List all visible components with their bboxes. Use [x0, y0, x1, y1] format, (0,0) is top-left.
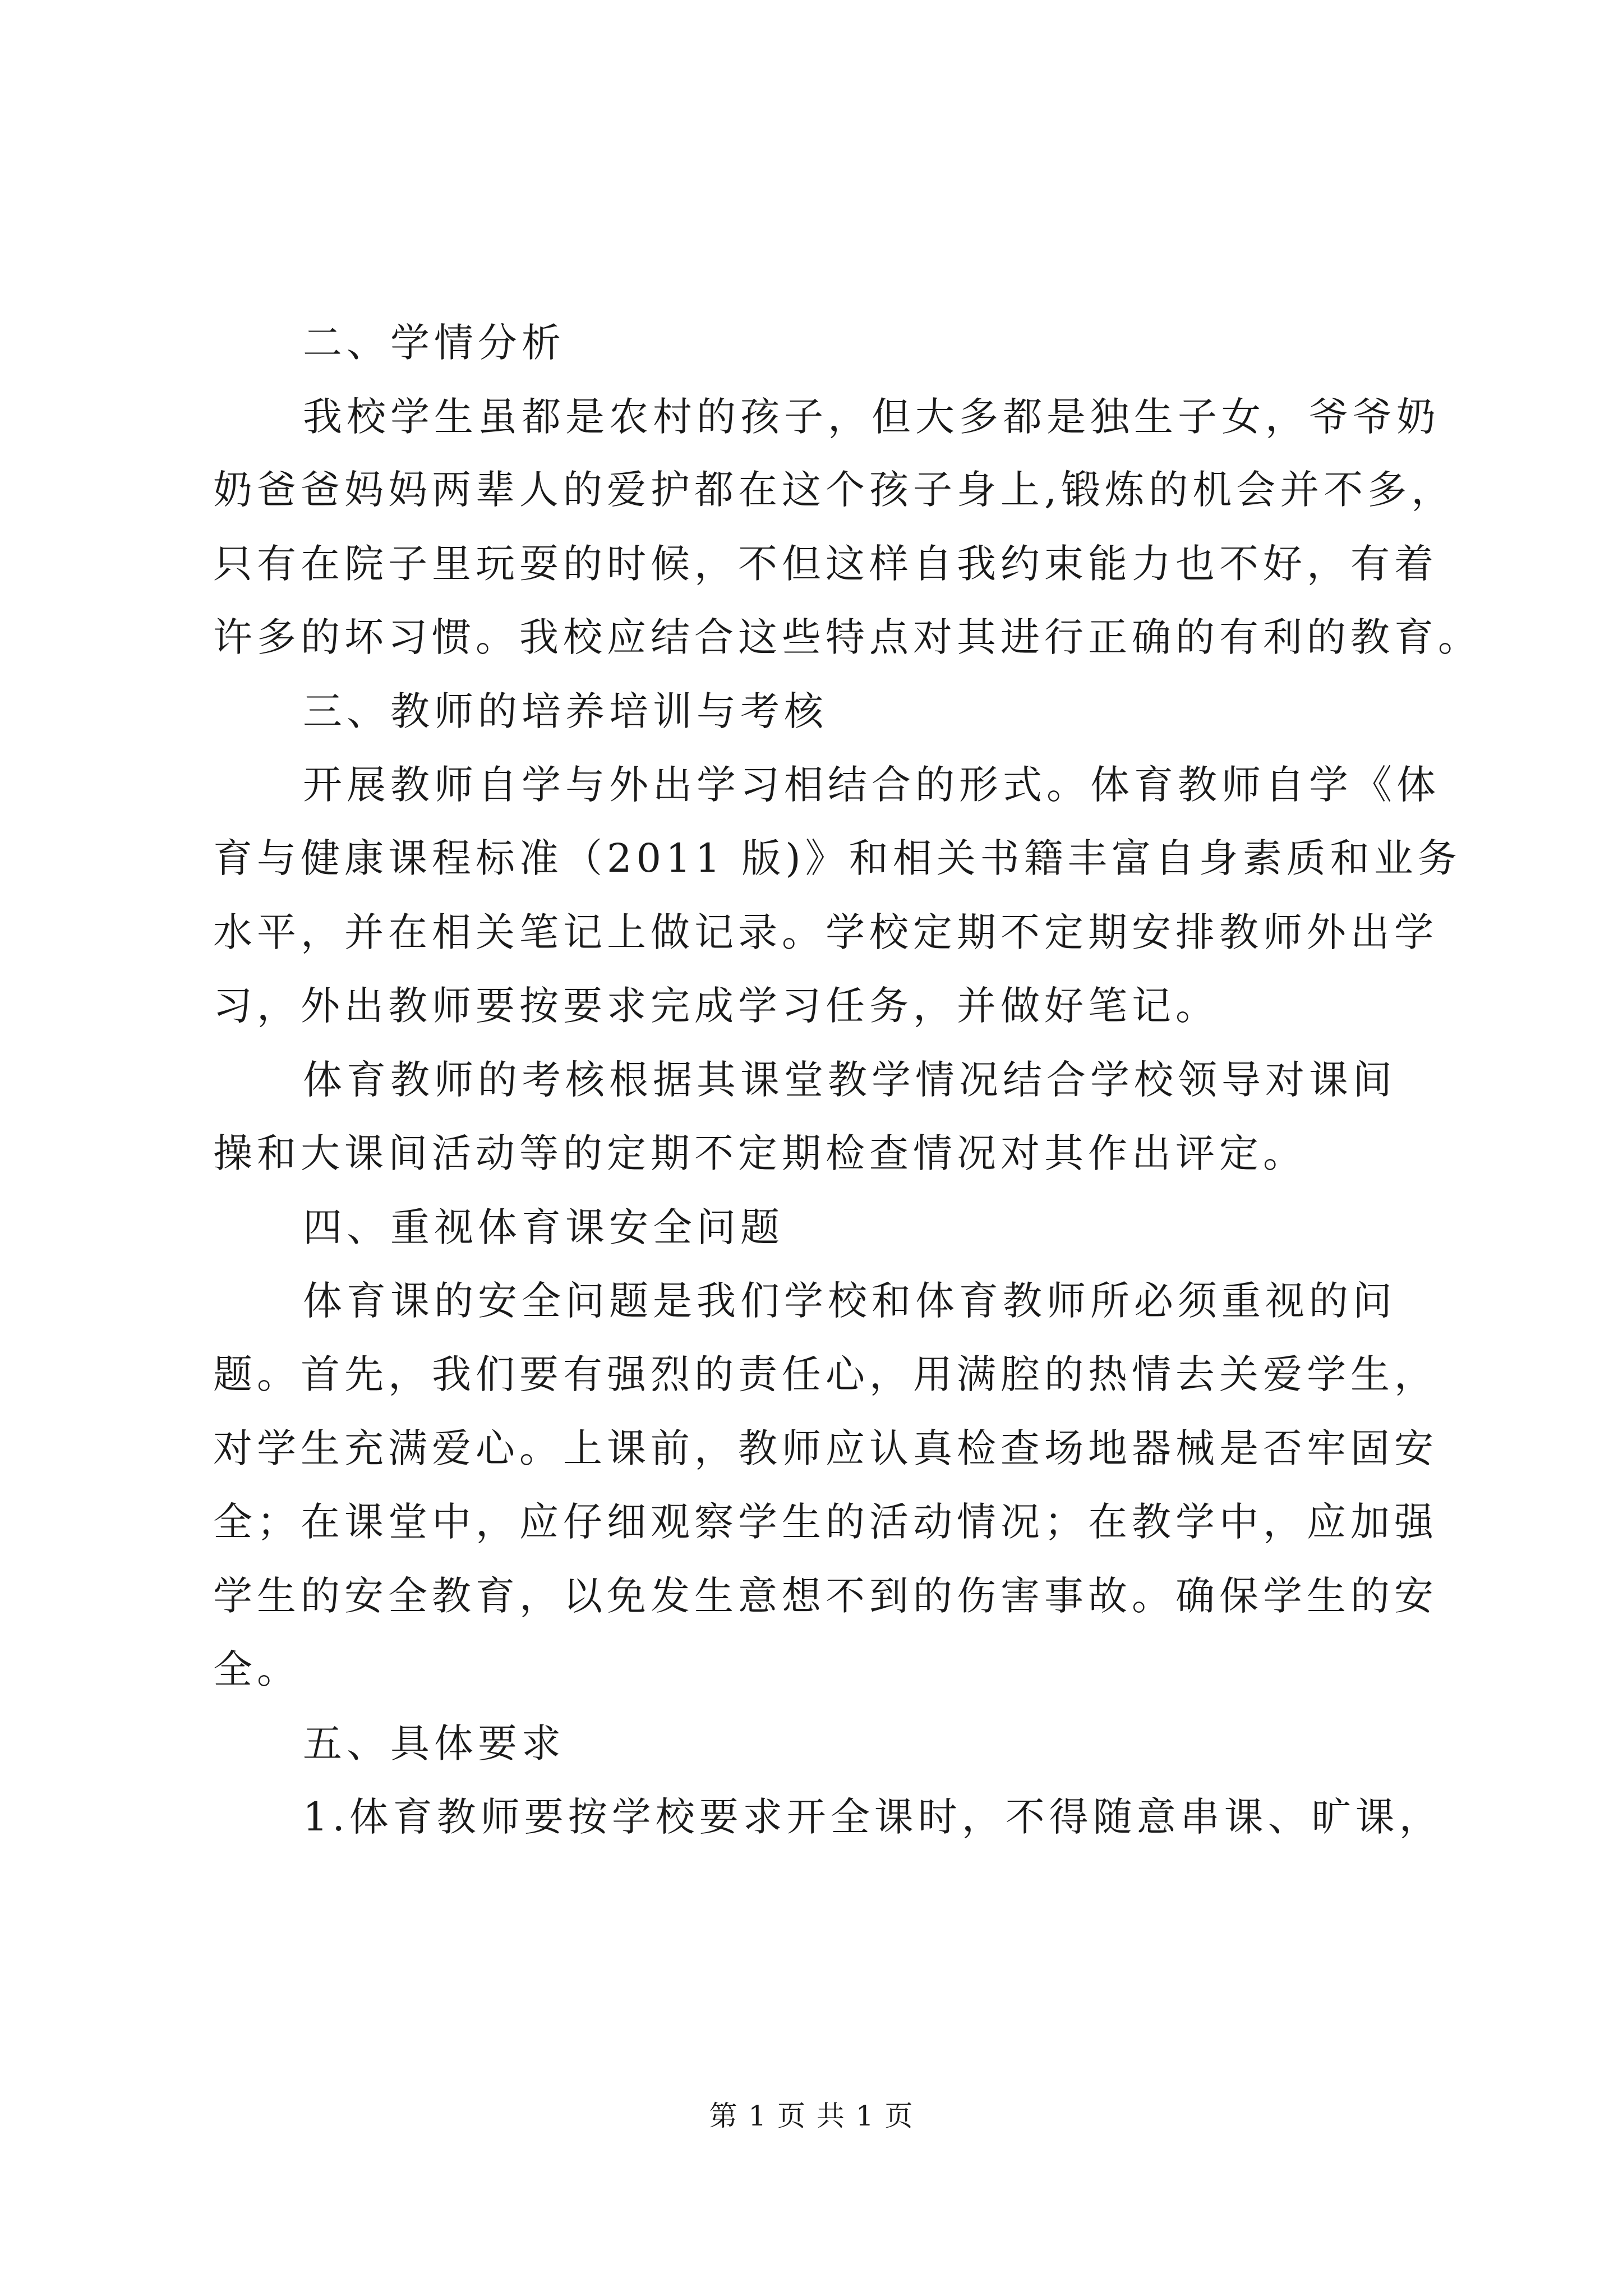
section-heading-4: 四、重视体育课安全问题 [303, 1204, 784, 1250]
paragraph-line: 1.体育教师要按学校要求开全课时，不得随意串课、旷课， [303, 1794, 1443, 1840]
section-heading-3: 三、教师的培养培训与考核 [303, 688, 828, 734]
paragraph-line: 奶爸爸妈妈两辈人的爱护都在这个孩子身上,锻炼的机会并不多， [213, 467, 1455, 513]
section-heading-5: 五、具体要求 [303, 1720, 565, 1766]
paragraph-line: 题。首先，我们要有强烈的责任心，用满腔的热情去关爱学生， [213, 1351, 1438, 1397]
paragraph-line: 体育教师的考核根据其课堂教学情况结合学校领导对课间 [303, 1057, 1396, 1103]
paragraph-line: 对学生充满爱心。上课前，教师应认真检查场地器械是否牢固安 [213, 1425, 1438, 1471]
paragraph-line: 体育课的安全问题是我们学校和体育教师所必须重视的问 [303, 1278, 1396, 1324]
paragraph-line: 全。 [213, 1646, 301, 1692]
paragraph-line: 操和大课间活动等的定期不定期检查情况对其作出评定。 [213, 1130, 1307, 1176]
paragraph-line: 开展教师自学与外出学习相结合的形式。体育教师自学《体 [303, 762, 1440, 808]
paragraph-line: 学生的安全教育，以免发生意想不到的伤害事故。确保学生的安 [213, 1573, 1438, 1619]
paragraph-line: 水平，并在相关笔记上做记录。学校定期不定期安排教师外出学 [213, 909, 1438, 955]
paragraph-line: 全；在课堂中，应仔细观察学生的活动情况；在教学中，应加强 [213, 1499, 1438, 1545]
section-heading-2: 二、学情分析 [303, 320, 565, 366]
paragraph-line: 育与健康课程标准（2011 版)》和相关书籍丰富自身素质和业务 [213, 835, 1461, 881]
page-footer: 第 1 页 共 1 页 [709, 2100, 914, 2132]
paragraph-line: 许多的坏习惯。我校应结合这些特点对其进行正确的有利的教育。 [213, 614, 1482, 660]
paragraph-line: 我校学生虽都是农村的孩子，但大多都是独生子女，爷爷奶 [303, 394, 1440, 440]
paragraph-line: 习，外出教师要按要求完成学习任务，并做好笔记。 [213, 983, 1219, 1029]
paragraph-line: 只有在院子里玩耍的时候，不但这样自我约束能力也不好，有着 [213, 541, 1438, 587]
